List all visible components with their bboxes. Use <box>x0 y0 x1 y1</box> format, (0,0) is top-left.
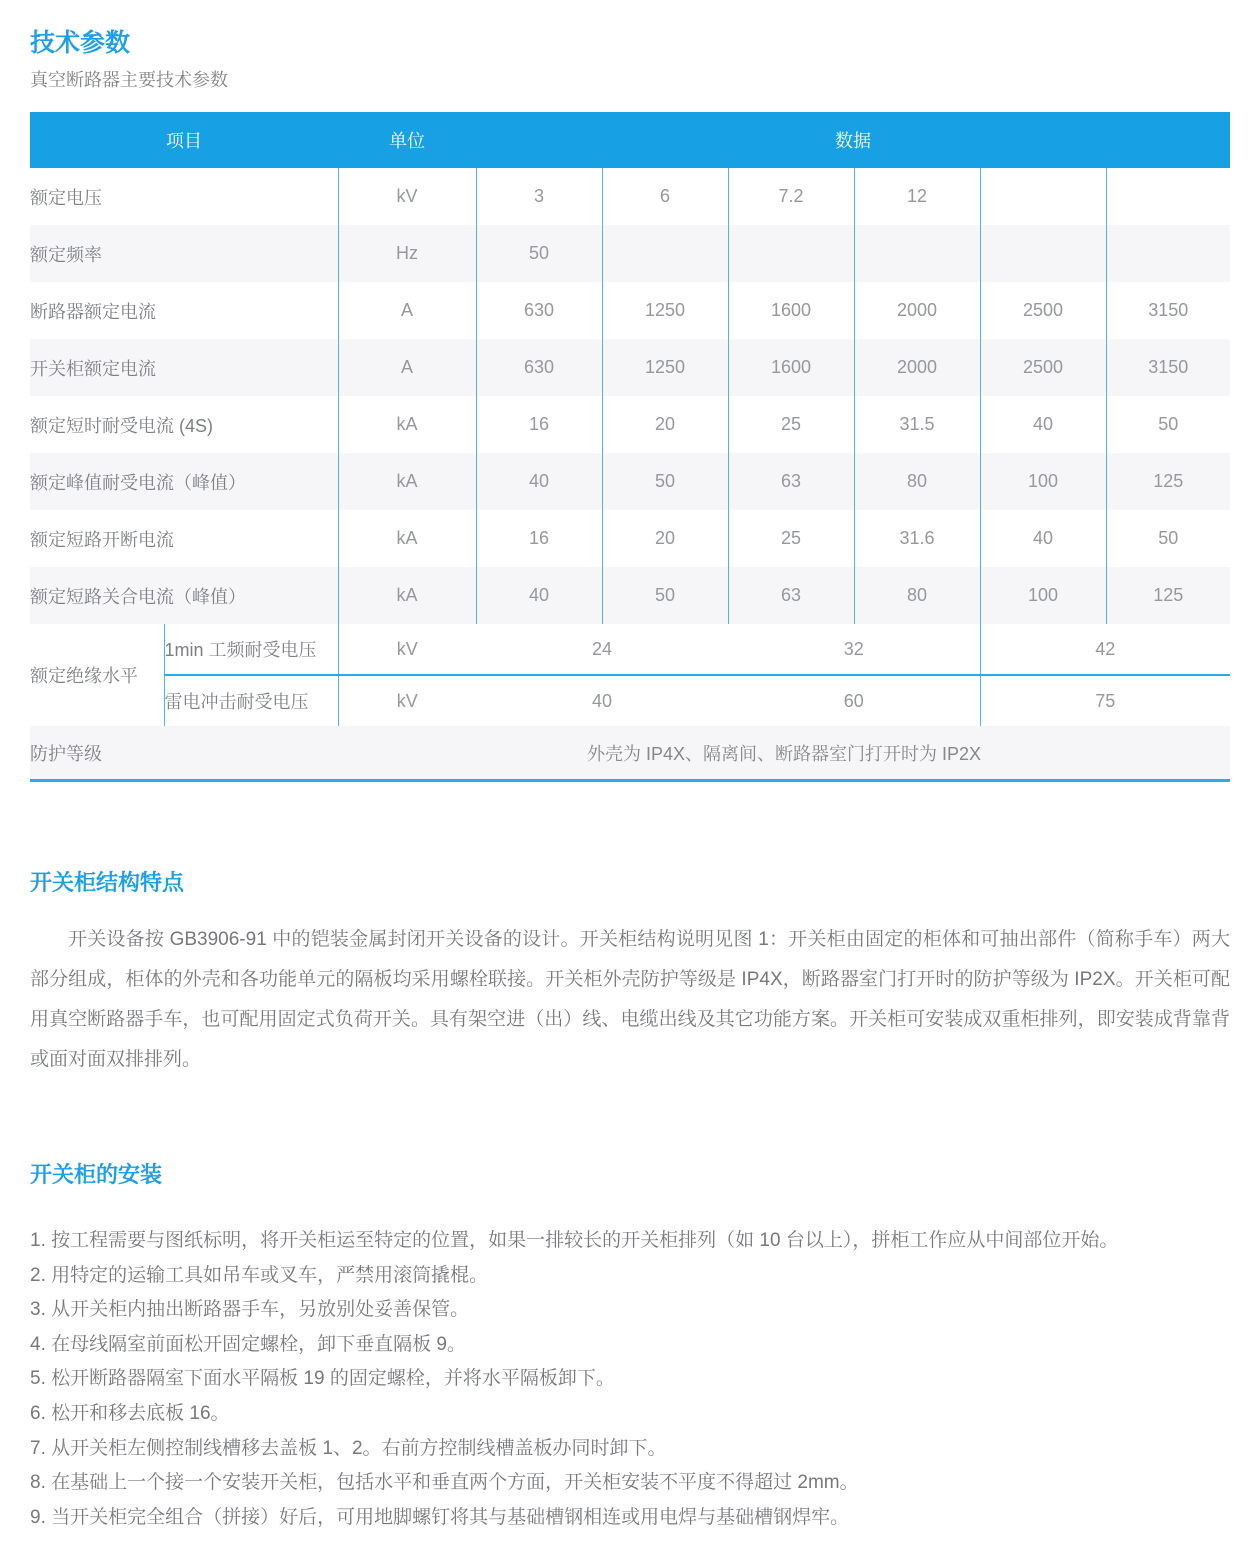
value-cell: 80 <box>854 567 980 624</box>
row-label: 断路器额定电流 <box>30 301 156 322</box>
value-cell <box>980 168 1106 225</box>
value-cell: 2500 <box>980 339 1106 396</box>
value-cell: 63 <box>728 567 854 624</box>
value-cell: 40 <box>476 453 602 510</box>
unit-cell: kA <box>338 396 476 453</box>
unit-cell: kA <box>338 510 476 567</box>
installation-step: 1. 按工程需要与图纸标明，将开关柜运至特定的位置，如果一排较长的开关柜排列（如 10 台以上），拼柜工作应从中间部位开始。 <box>30 1230 1119 1251</box>
installation-step: 8. 在基础上一个接一个安装开关柜，包括水平和垂直两个方面，开关柜安装不平度不得超过 2mm。 <box>30 1472 859 1494</box>
table-row <box>30 339 1230 396</box>
installation-step: 7. 从开关柜左侧控制线槽移去盖板 1、2。右前方控制线槽盖板办同时卸下。 <box>30 1437 667 1459</box>
value-cell: 6 <box>602 168 728 225</box>
insulation-sub-label: 1min 工频耐受电压 <box>164 624 338 675</box>
row-label: 额定频率 <box>30 244 102 265</box>
table-row <box>30 453 1230 510</box>
value-cell: 50 <box>602 567 728 624</box>
unit-cell: Hz <box>338 225 476 282</box>
value-cell: 40 <box>980 510 1106 567</box>
table-row <box>30 396 1230 453</box>
insulation-row-2 <box>30 675 1230 726</box>
value-cell <box>602 225 728 282</box>
row-label: 开关柜额定电流 <box>30 358 156 379</box>
value-cell: 630 <box>476 339 602 396</box>
unit-cell: kA <box>338 567 476 624</box>
value-cell: 100 <box>980 453 1106 510</box>
unit-cell: kV <box>338 624 476 675</box>
value-cell <box>1106 168 1230 225</box>
value-cell: 7.2 <box>728 168 854 225</box>
unit-cell: kV <box>338 675 476 726</box>
value-cell: 50 <box>602 453 728 510</box>
value-cell: 50 <box>1106 396 1230 453</box>
value-cell: 40 <box>980 396 1106 453</box>
value-cell <box>854 225 980 282</box>
unit-cell: kA <box>338 453 476 510</box>
page-subtitle: 真空断路器主要技术参数 <box>30 70 228 90</box>
value-cell: 40 <box>476 567 602 624</box>
table-row <box>30 225 1230 282</box>
installation-step: 4. 在母线隔室前面松开固定螺栓，卸下垂直隔板 9。 <box>30 1333 466 1355</box>
value-cell: 1600 <box>728 339 854 396</box>
tech-parameters-table <box>30 112 1230 782</box>
table-header-row <box>30 112 1230 168</box>
value-cell: 3150 <box>1106 282 1230 339</box>
structure-paragraph: 开关设备按 GB3906-91 中的铠装金属封闭开关设备的设计。开关柜结构说明见图 1：开关柜由固定的柜体和可抽出部件（简称手车）两大部分组成，柜体的外壳和各功能单元的隔板均采用螺栓联接。开关柜外壳防护等级是 IP4X，断路器室门打开时的防护等级为 IP2X。开关柜可配用真空断路器手车，也可配用固定式负荷开关。具有架空进（出）线、电缆出线及其它功能方案。开关柜可安装成双重柜排列，即安装成背靠背或面对面双排排列。 <box>30 929 1230 1070</box>
value-cell: 3 <box>476 168 602 225</box>
protection-value: 外壳为 IP4X、隔离间、断路器室门打开时为 IP2X <box>586 743 982 764</box>
value-cell: 2500 <box>980 282 1106 339</box>
value-cell: 1600 <box>728 282 854 339</box>
value-cell <box>728 225 854 282</box>
installation-section-title: 开关柜的安装 <box>30 1162 163 1187</box>
value-cell: 1250 <box>602 282 728 339</box>
protection-label: 防护等级 <box>30 743 102 764</box>
value-cell: 1250 <box>602 339 728 396</box>
value-cell: 40 <box>591 690 613 711</box>
value-cell: 630 <box>476 282 602 339</box>
value-cell: 2000 <box>854 339 980 396</box>
row-label: 额定电压 <box>30 187 102 208</box>
value-cell: 24 <box>476 624 728 675</box>
installation-step: 2. 用特定的运输工具如吊车或叉车，严禁用滚筒撬棍。 <box>30 1264 489 1286</box>
row-label: 额定短时耐受电流 (4S) <box>30 415 214 436</box>
value-cell: 63 <box>728 453 854 510</box>
value-cell: 12 <box>854 168 980 225</box>
value-cell: 3150 <box>1106 339 1230 396</box>
value-cell: 2000 <box>854 282 980 339</box>
value-cell: 31.5 <box>854 396 980 453</box>
installation-steps-list <box>30 1224 1230 1535</box>
value-cell: 25 <box>728 396 854 453</box>
table-row <box>30 168 1230 225</box>
header-item: 项目 <box>30 112 338 168</box>
value-cell: 100 <box>980 567 1106 624</box>
value-cell: 32 <box>728 624 980 675</box>
value-cell: 31.6 <box>854 510 980 567</box>
value-cell <box>980 225 1106 282</box>
value-cell: 20 <box>602 396 728 453</box>
installation-step: 6. 松开和移去底板 16。 <box>30 1402 230 1424</box>
unit-cell: A <box>338 282 476 339</box>
value-cell: 50 <box>476 225 602 282</box>
page-title: 技术参数 <box>30 29 131 57</box>
unit-cell: A <box>338 339 476 396</box>
row-label: 额定短路关合电流（峰值） <box>30 586 246 607</box>
header-unit: 单位 <box>338 112 476 168</box>
value-cell: 16 <box>476 396 602 453</box>
value-cell <box>1106 225 1230 282</box>
value-cell: 60 <box>843 690 864 711</box>
insulation-sub-label: 雷电冲击耐受电压 <box>164 675 338 726</box>
header-data: 数据 <box>476 112 1230 168</box>
insulation-row-1 <box>30 624 1230 675</box>
protection-row <box>30 726 1230 781</box>
row-label: 额定短路开断电流 <box>30 529 174 550</box>
value-cell: 16 <box>476 510 602 567</box>
installation-step: 5. 松开断路器隔室下面水平隔板 19 的固定螺栓，并将水平隔板卸下。 <box>30 1368 615 1390</box>
table-row <box>30 282 1230 339</box>
table-row <box>30 567 1230 624</box>
value-cell: 20 <box>602 510 728 567</box>
installation-step: 9. 当开关柜完全组合（拼接）好后，可用地脚螺钉将其与基础槽钢相连或用电焊与基础槽钢焊牢。 <box>30 1506 850 1528</box>
unit-cell: kV <box>338 168 476 225</box>
insulation-group-label: 额定绝缘水平 <box>30 666 138 686</box>
value-cell: 80 <box>854 453 980 510</box>
table-row <box>30 510 1230 567</box>
value-cell: 125 <box>1106 567 1230 624</box>
value-cell: 50 <box>1106 510 1230 567</box>
value-cell: 75 <box>980 675 1230 726</box>
row-label: 额定峰值耐受电流（峰值） <box>30 472 246 493</box>
installation-step: 3. 从开关柜内抽出断路器手车，另放别处妥善保管。 <box>30 1299 470 1321</box>
value-cell: 125 <box>1106 453 1230 510</box>
value-cell: 25 <box>728 510 854 567</box>
structure-section-title: 开关柜结构特点 <box>30 870 185 895</box>
value-cell: 42 <box>980 624 1230 675</box>
